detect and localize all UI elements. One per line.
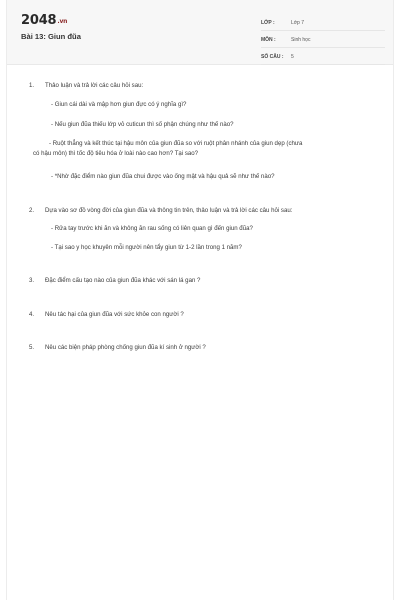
question-text: Thảo luận và trả lời các câu hỏi sau:	[45, 82, 144, 89]
meta-value: Sinh học	[291, 37, 311, 43]
meta-row-class	[261, 16, 385, 31]
meta-label: SỐ CÂU :	[261, 54, 284, 60]
sub-question: - Nếu giun đũa thiếu lớp vỏ cuticun thì số phận chúng như thế nào?	[51, 121, 234, 128]
meta-value: Lớp 7	[291, 20, 305, 26]
meta-value: 5	[291, 54, 294, 60]
sub-question: - Giun cái dài và mập hơn giun đực có ý nghĩa gì?	[51, 101, 187, 108]
question-number: 1.	[29, 82, 35, 89]
question-text: Đặc điểm cấu tạo nào của giun đũa khác với sán lá gan ?	[45, 277, 201, 284]
sub-question: - *Nhờ đặc điểm nào giun đũa chui được vào ống mật và hậu quả sẽ như thế nào?	[51, 173, 275, 180]
question-text: Nêu tác hại của giun đũa với sức khỏe con người ?	[45, 311, 184, 318]
site-logo[interactable]	[21, 13, 67, 28]
worksheet-header	[7, 0, 393, 65]
question-text: Dựa vào sơ đồ vòng đời của giun đũa và thông tin trên, thảo luận và trả lời các câu hỏi sau:	[45, 207, 293, 214]
sub-question: - Rửa tay trước khi ăn và không ăn rau sống có liên quan gì đến giun đũa?	[51, 225, 253, 232]
sub-question	[33, 139, 375, 159]
sub-question-line: - Ruột thẳng và kết thúc tại hậu môn của giun đũa so với ruột phân nhánh của giun dẹp (chưa	[49, 140, 303, 147]
meta-label: LỚP :	[261, 20, 275, 26]
question-number: 2.	[29, 207, 35, 214]
question-number: 5.	[29, 344, 35, 351]
logo-suffix: .vn	[57, 18, 68, 25]
question-number: 4.	[29, 311, 35, 318]
meta-info	[261, 16, 385, 67]
question-number: 3.	[29, 277, 35, 284]
sub-question: - Tại sao y học khuyên mỗi người nên tẩy giun từ 1-2 lần trong 1 năm?	[51, 244, 242, 251]
meta-row-subject	[261, 33, 385, 48]
question-text: Nêu các biện pháp phòng chống giun đũa kí sinh ở người ?	[45, 344, 206, 351]
sub-question-line: có hậu môn) thì tốc độ tiêu hóa ở loài nào cao hơn? Tại sao?	[33, 150, 199, 157]
meta-row-question-count	[261, 50, 385, 65]
worksheet-page	[6, 0, 394, 600]
meta-label: MÔN :	[261, 37, 276, 43]
lesson-title: Bài 13: Giun đũa	[21, 32, 81, 41]
logo-text: 2048	[21, 13, 57, 28]
